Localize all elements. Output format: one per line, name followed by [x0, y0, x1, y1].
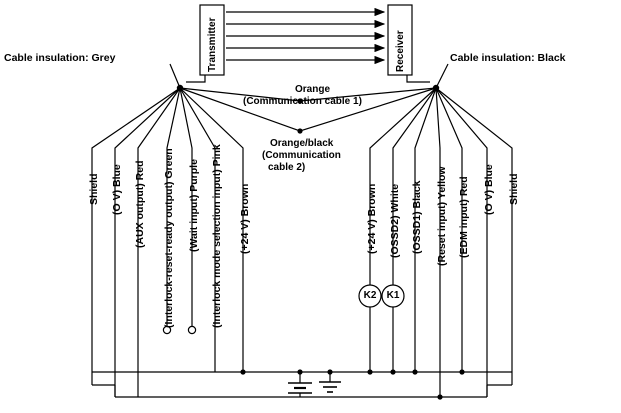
right-wire-1 — [370, 88, 436, 372]
right-wire-label-ossd2-white: (OSSD2) White — [389, 183, 401, 258]
junction-dot-edm — [459, 369, 464, 374]
junction-dot-battery — [297, 369, 302, 374]
right-wire-label-0v-blue: (O V) Blue — [483, 164, 495, 215]
receiver-cable-stub — [407, 75, 430, 82]
comm-cable-2-label: Orange/black — [270, 138, 334, 149]
junction-dot-ossd1 — [412, 369, 417, 374]
beam-arrows — [226, 12, 384, 60]
comm-cable-2-sublabel-2: cable 2) — [268, 162, 306, 173]
comm-cable-1-sublabel: (Communication cable 1) — [243, 96, 362, 107]
relay-k1-label: K1 — [386, 290, 400, 301]
interlock-mode-terminal — [188, 326, 195, 333]
right-wire-label-reset-input-yellow: (Reset input) Yellow — [436, 166, 448, 266]
relay-k2-label: K2 — [363, 290, 377, 301]
comm-cable-2-sublabel-1: (Communication — [262, 150, 341, 161]
left-wire-label-aux-output: (AUX output) Red — [134, 160, 146, 248]
left-wire-label-shield: Shield — [88, 173, 100, 205]
left-wire-label-interlock-mode: (Interlock mode selection input) Pink — [211, 144, 223, 328]
junction-dot-24v-left — [240, 369, 245, 374]
transmitter-label: Transmitter — [207, 17, 218, 72]
junction-dot-24v-right — [367, 369, 372, 374]
junction-dot-ossd2 — [390, 369, 395, 374]
right-cable-caption: Cable insulation: Black — [450, 52, 566, 64]
right-wire-label-ossd1-black: (OSSD1) Black — [411, 180, 423, 254]
right-wire-label-edm-input-red: (EDM input) Red — [458, 176, 470, 258]
left-cable-caption: Cable insulation: Grey — [4, 52, 116, 64]
comm-cable-1-label: Orange — [295, 84, 331, 95]
left-wire-label-interlock-reset-ready: (Interlock-reset-ready output) Green — [163, 148, 175, 328]
left-wire-label-24v-brown: (+24 V) Brown — [239, 183, 251, 254]
left-wire-label-0v-blue: (O V) Blue — [111, 164, 123, 215]
left-caption-leader — [170, 64, 180, 88]
receiver-label: Receiver — [395, 30, 406, 72]
junction-dot-ground — [327, 369, 332, 374]
comm-cable-2-node — [297, 128, 302, 133]
left-wire-label-wait-input: (Wait input) Purple — [188, 159, 200, 252]
transmitter-cable-stub — [186, 75, 205, 82]
right-caption-leader — [436, 64, 448, 88]
right-wire-label-24v-brown: (+24 V) Brown — [366, 183, 378, 254]
right-wire-label-shield: Shield — [508, 173, 520, 205]
